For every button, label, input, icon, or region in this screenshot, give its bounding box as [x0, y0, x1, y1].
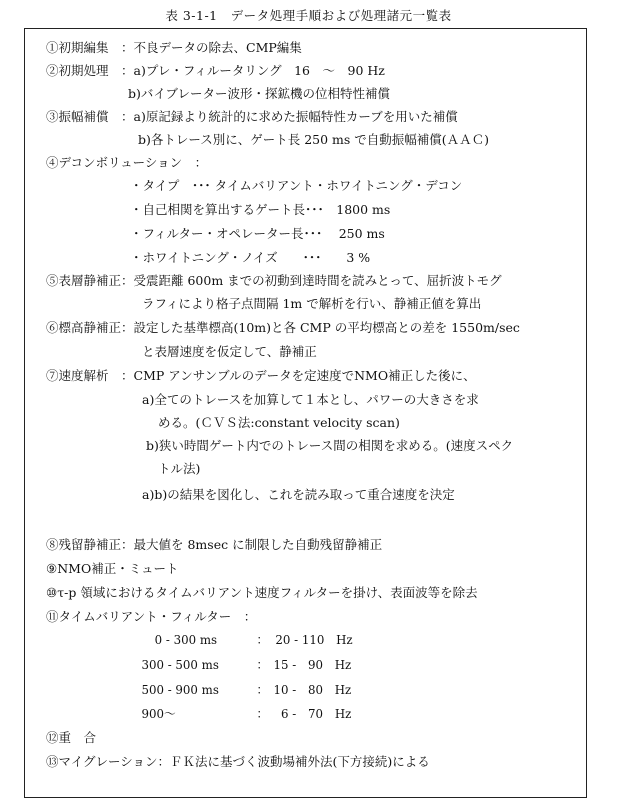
line-tau-p: ⑩τ-p 領域におけるタイムバリアント速度フィルターを掛け、表面波等を除去 [46, 585, 478, 600]
filter-time: 900～ [141, 706, 176, 721]
line-decon-operator: ・フィルター・オペレーター長･･･ 250 ms [130, 226, 385, 241]
line-elevation-static: ⑥標高静補正：設定した基準標高(10m)と各 CMP の平均標高との差を 1550m/sec [46, 320, 520, 335]
table-title: 表 3-1-1 データ処理手順および処理諸元一覧表 [165, 8, 452, 23]
line-decon-type: ・タイプ ･･･ タイムバリアント・ホワイトニング・デコン [130, 178, 463, 193]
line-surface-static: ⑤表層静補正：受震距離 600m までの初動到達時間を読みとって、屈折波トモグ [46, 273, 502, 288]
line-decon-gate: ・自己相関を算出するゲート長･･･ 1800 ms [130, 202, 391, 217]
filter-frequency: 20 - 110 Hz [275, 632, 353, 647]
line-stack: ⑫重 合 [46, 730, 97, 745]
line-amplitude-b: b)各トレース別に、ゲート長 250 ms で自動振幅補償(ＡＡＣ) [138, 132, 490, 147]
line-velocity-ab: a)b)の結果を図化し、これを読み取って重合速度を決定 [142, 487, 455, 502]
filter-frequency: 10 - 80 Hz [273, 682, 352, 697]
line-surface-static-cont: ラフィにより格子点間隔 1m で解析を行い、静補正値を算出 [142, 296, 482, 311]
line-initial-process: ②初期処理 ：a)プレ・フィルータリング 16 ～ 90 Hz [46, 63, 385, 78]
line-time-variant-filter: ⑪タイムバリアント・フィルター ： [46, 609, 257, 624]
line-initial-edit: ①初期編集 ：不良データの除去、CMP編集 [46, 40, 302, 55]
filter-time: 300 - 500 ms [141, 657, 219, 672]
line-nmo: ⑨NMO補正・ミュート [46, 561, 179, 576]
line-elevation-static-cont: と表層速度を仮定して、静補正 [142, 344, 317, 359]
filter-frequency: 15 - 90 Hz [273, 657, 352, 672]
filter-row [0, 657, 582, 673]
line-velocity-b-cont: トル法) [158, 461, 201, 476]
filter-separator: ： [256, 706, 269, 721]
line-decon-noise: ・ホワイトニング・ノイズ ･･･ 3 % [130, 250, 371, 265]
filter-separator: ： [256, 682, 269, 697]
line-velocity-analysis: ⑦速度解析 ：CMP アンサンブルのデータを定速度でNMO補正した後に、 [46, 368, 476, 383]
filter-row [0, 632, 582, 648]
filter-row [0, 706, 582, 722]
line-deconvolution: ④デコンボリューション ： [46, 155, 208, 170]
filter-time: 500 - 900 ms [141, 682, 219, 697]
filter-frequency: 6 - 70 Hz [281, 706, 352, 721]
filter-row [0, 682, 582, 698]
line-velocity-a: a)全てのトレースを加算して１本とし、パワーの大きさを求 [142, 392, 479, 407]
filter-separator: ： [256, 657, 269, 672]
line-initial-process-b: b)バイブレーター波形・探鉱機の位相特性補償 [128, 86, 391, 101]
line-velocity-a-cont: める。(ＣＶＳ法:constant velocity scan) [158, 415, 400, 430]
line-residual-static: ⑧残留静補正：最大値を 8msec に制限した自動残留静補正 [46, 537, 383, 552]
line-migration: ⑬マイグレーション：ＦＫ法に基づく波動場補外法(下方接続)による [46, 754, 430, 769]
line-amplitude: ③振幅補償 ：a)原記録より統計的に求めた振幅特性カーブを用いた補償 [46, 109, 458, 124]
filter-time: 0 - 300 ms [154, 632, 218, 647]
line-velocity-b: b)狭い時間ゲート内でのトレース間の相関を求める。(速度スペク [146, 438, 514, 453]
filter-separator: ： [256, 632, 269, 647]
